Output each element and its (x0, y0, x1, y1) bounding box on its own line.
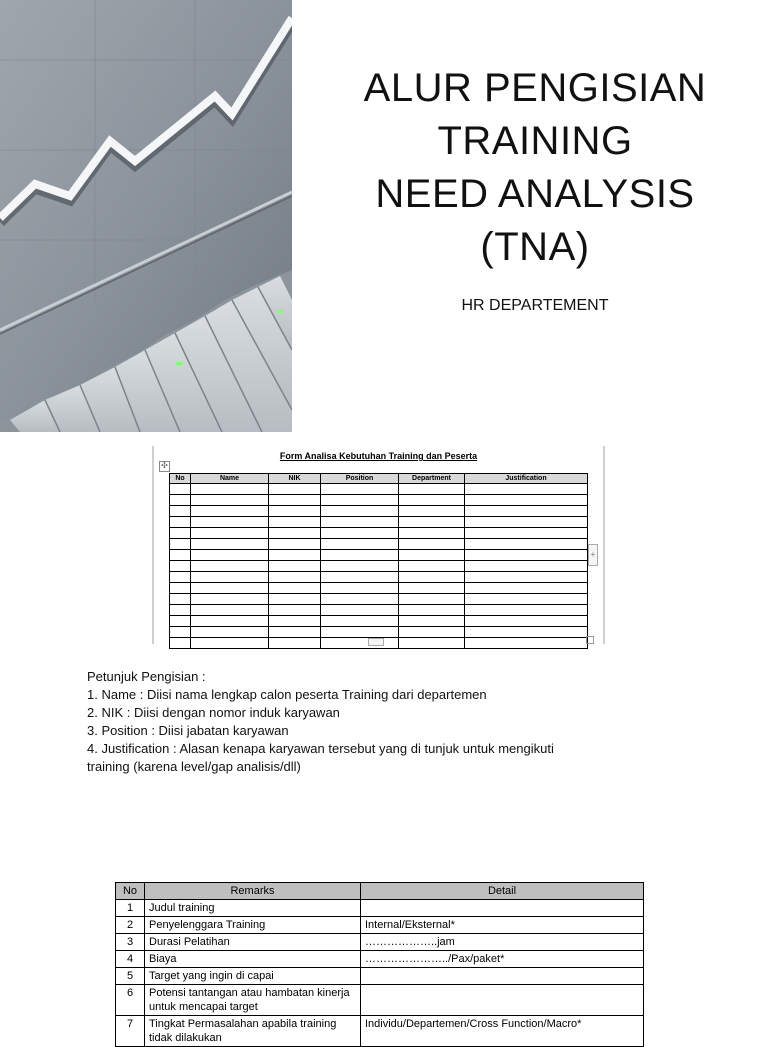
row-detail: Internal/Eksternal* (361, 917, 644, 934)
tna-empty-cell (191, 594, 269, 605)
page-subtitle: HR DEPARTEMENT (461, 297, 609, 314)
row-remark: Tingkat Permasalahan apabila training tidak dilakukan (145, 1016, 361, 1047)
tna-empty-cell (465, 561, 588, 572)
remarks-table (115, 882, 644, 1047)
row-no: 7 (116, 1016, 145, 1047)
tna-col-no: No (170, 474, 191, 484)
tna-col-position: Position (321, 474, 399, 484)
tna-empty-cell (465, 627, 588, 638)
tna-empty-cell (170, 638, 191, 649)
tna-empty-cell (399, 561, 465, 572)
tna-empty-cell (170, 572, 191, 583)
tna-empty-cell (465, 638, 588, 649)
tna-empty-cell (170, 594, 191, 605)
row-remark: Judul training (145, 900, 361, 917)
tna-empty-cell (191, 605, 269, 616)
tna-empty-cell (191, 572, 269, 583)
tna-empty-cell (191, 506, 269, 517)
tna-col-nik: NIK (269, 474, 321, 484)
form-title: Form Analisa Kebutuhan Training dan Peserta (279, 451, 478, 461)
tna-empty-cell (191, 484, 269, 495)
tna-empty-cell (191, 528, 269, 539)
tna-empty-cell (269, 517, 321, 528)
stairs-arrow-photo (0, 0, 292, 432)
tna-empty-cell (170, 627, 191, 638)
row-detail (361, 968, 644, 985)
tna-empty-cell (465, 539, 588, 550)
tna-empty-cell (321, 594, 399, 605)
row-no: 5 (116, 968, 145, 985)
tna-empty-row (170, 627, 588, 638)
tna-col-justification: Justification (465, 474, 588, 484)
remarks-col-no: No (116, 883, 145, 900)
remarks-header-row (116, 883, 644, 900)
tna-empty-cell (191, 638, 269, 649)
tna-empty-cell (170, 495, 191, 506)
tna-empty-cell (170, 583, 191, 594)
tna-empty-cell (321, 561, 399, 572)
row-no: 6 (116, 985, 145, 1016)
tna-empty-cell (191, 495, 269, 506)
tna-empty-cell (399, 572, 465, 583)
tna-empty-cell (269, 638, 321, 649)
tna-empty-cell (321, 605, 399, 616)
title-line-4: (TNA) (480, 225, 590, 269)
row-no: 4 (116, 951, 145, 968)
tna-empty-row (170, 528, 588, 539)
tna-empty-cell (465, 517, 588, 528)
tna-empty-cell (465, 528, 588, 539)
row-detail: ………………..jam (361, 934, 644, 951)
tna-header-row (170, 474, 588, 484)
tna-empty-row (170, 616, 588, 627)
instruction-item: 4. Justification : Alasan kenapa karyawan tersebut yang di tunjuk untuk mengikuti (87, 741, 554, 756)
tna-empty-cell (399, 627, 465, 638)
tna-empty-cell (399, 484, 465, 495)
tna-empty-cell (321, 572, 399, 583)
tna-empty-cell (269, 583, 321, 594)
tna-empty-cell (269, 506, 321, 517)
tna-empty-cell (269, 495, 321, 506)
tna-empty-cell (321, 583, 399, 594)
tna-empty-cell (465, 572, 588, 583)
tna-empty-cell (269, 561, 321, 572)
tna-empty-cell (321, 638, 399, 649)
tna-empty-row (170, 484, 588, 495)
tna-col-name: Name (191, 474, 269, 484)
tna-empty-cell (465, 495, 588, 506)
row-remark: Penyelenggara Training (145, 917, 361, 934)
row-remark: Durasi Pelatihan (145, 934, 361, 951)
tna-empty-cell (321, 506, 399, 517)
table-add-column-icon: + (588, 544, 598, 566)
tna-empty-cell (321, 627, 399, 638)
row-no: 3 (116, 934, 145, 951)
tna-empty-cell (321, 495, 399, 506)
table-row (116, 968, 644, 985)
tna-empty-cell (465, 605, 588, 616)
tna-empty-cell (191, 583, 269, 594)
row-detail: Individu/Departemen/Cross Function/Macro* (361, 1016, 644, 1047)
tna-empty-row (170, 572, 588, 583)
tna-empty-cell (269, 627, 321, 638)
instruction-item: training (karena level/gap analisis/dll) (87, 759, 301, 774)
tna-empty-cell (399, 528, 465, 539)
tna-empty-cell (269, 550, 321, 561)
form-screenshot (152, 446, 605, 644)
tna-empty-cell (191, 616, 269, 627)
row-remark: Target yang ingin di capai (145, 968, 361, 985)
table-resize-handle-icon (586, 636, 594, 644)
tna-empty-row (170, 495, 588, 506)
tna-empty-cell (269, 616, 321, 627)
tna-empty-cell (399, 506, 465, 517)
remarks-col-detail: Detail (361, 883, 644, 900)
tna-empty-row (170, 539, 588, 550)
tna-empty-cell (170, 550, 191, 561)
tna-empty-cell (321, 616, 399, 627)
tna-empty-row (170, 594, 588, 605)
tna-empty-cell (269, 528, 321, 539)
tna-empty-cell (399, 605, 465, 616)
tna-empty-row (170, 506, 588, 517)
tna-empty-cell (321, 550, 399, 561)
tna-empty-cell (269, 572, 321, 583)
tna-empty-cell (191, 561, 269, 572)
tna-empty-cell (399, 495, 465, 506)
table-row (116, 985, 644, 1016)
tna-empty-cell (269, 484, 321, 495)
tna-empty-cell (170, 484, 191, 495)
table-row (116, 934, 644, 951)
tna-empty-cell (321, 528, 399, 539)
tna-empty-cell (170, 605, 191, 616)
table-row (116, 1016, 644, 1047)
hero-image (0, 0, 292, 432)
tna-empty-cell (465, 506, 588, 517)
title-line-3: NEED ANALYSIS (375, 172, 695, 216)
instruction-item: 2. NIK : Diisi dengan nomor induk karyawan (87, 705, 340, 720)
row-remark: Biaya (145, 951, 361, 968)
page-title (310, 62, 760, 274)
row-no: 1 (116, 900, 145, 917)
title-line-1: ALUR PENGISIAN (363, 66, 707, 110)
table-add-row-icon (368, 638, 384, 646)
tna-empty-cell (465, 594, 588, 605)
table-move-handle-icon: ✣ (159, 461, 170, 472)
tna-empty-cell (269, 539, 321, 550)
instructions (87, 668, 567, 776)
tna-empty-cell (191, 550, 269, 561)
instructions-heading: Petunjuk Pengisian : (87, 669, 206, 684)
tna-empty-row (170, 605, 588, 616)
tna-empty-cell (191, 627, 269, 638)
tna-empty-cell (465, 583, 588, 594)
tna-empty-row (170, 550, 588, 561)
tna-empty-cell (399, 550, 465, 561)
tna-form-table (169, 473, 588, 649)
table-row (116, 900, 644, 917)
row-detail: …………………../Pax/paket* (361, 951, 644, 968)
tna-empty-cell (191, 517, 269, 528)
tna-col-department: Department (399, 474, 465, 484)
tna-empty-cell (269, 594, 321, 605)
form-border-left (152, 446, 154, 644)
title-line-2: TRAINING (437, 119, 633, 163)
tna-empty-cell (321, 517, 399, 528)
tna-empty-cell (465, 550, 588, 561)
tna-empty-cell (170, 616, 191, 627)
tna-empty-cell (399, 539, 465, 550)
row-no: 2 (116, 917, 145, 934)
row-detail (361, 900, 644, 917)
tna-empty-cell (170, 517, 191, 528)
tna-empty-cell (170, 506, 191, 517)
table-row (116, 951, 644, 968)
table-row (116, 917, 644, 934)
tna-empty-cell (399, 594, 465, 605)
tna-empty-cell (399, 517, 465, 528)
tna-empty-cell (269, 605, 321, 616)
row-remark: Potensi tantangan atau hambatan kinerja untuk mencapai target (145, 985, 361, 1016)
tna-empty-cell (321, 539, 399, 550)
tna-empty-cell (465, 484, 588, 495)
tna-empty-cell (170, 528, 191, 539)
tna-empty-row (170, 517, 588, 528)
row-detail (361, 985, 644, 1016)
remarks-col-remarks: Remarks (145, 883, 361, 900)
tna-empty-row (170, 561, 588, 572)
tna-empty-cell (399, 583, 465, 594)
form-border-right (603, 446, 605, 644)
tna-empty-row (170, 583, 588, 594)
tna-empty-cell (465, 616, 588, 627)
instruction-item: 3. Position : Diisi jabatan karyawan (87, 723, 289, 738)
tna-empty-cell (170, 539, 191, 550)
instruction-item: 1. Name : Diisi nama lengkap calon peserta Training dari departemen (87, 687, 487, 702)
tna-empty-cell (321, 484, 399, 495)
tna-empty-cell (399, 616, 465, 627)
tna-empty-cell (399, 638, 465, 649)
tna-empty-cell (170, 561, 191, 572)
tna-empty-cell (191, 539, 269, 550)
tna-body (170, 484, 588, 649)
